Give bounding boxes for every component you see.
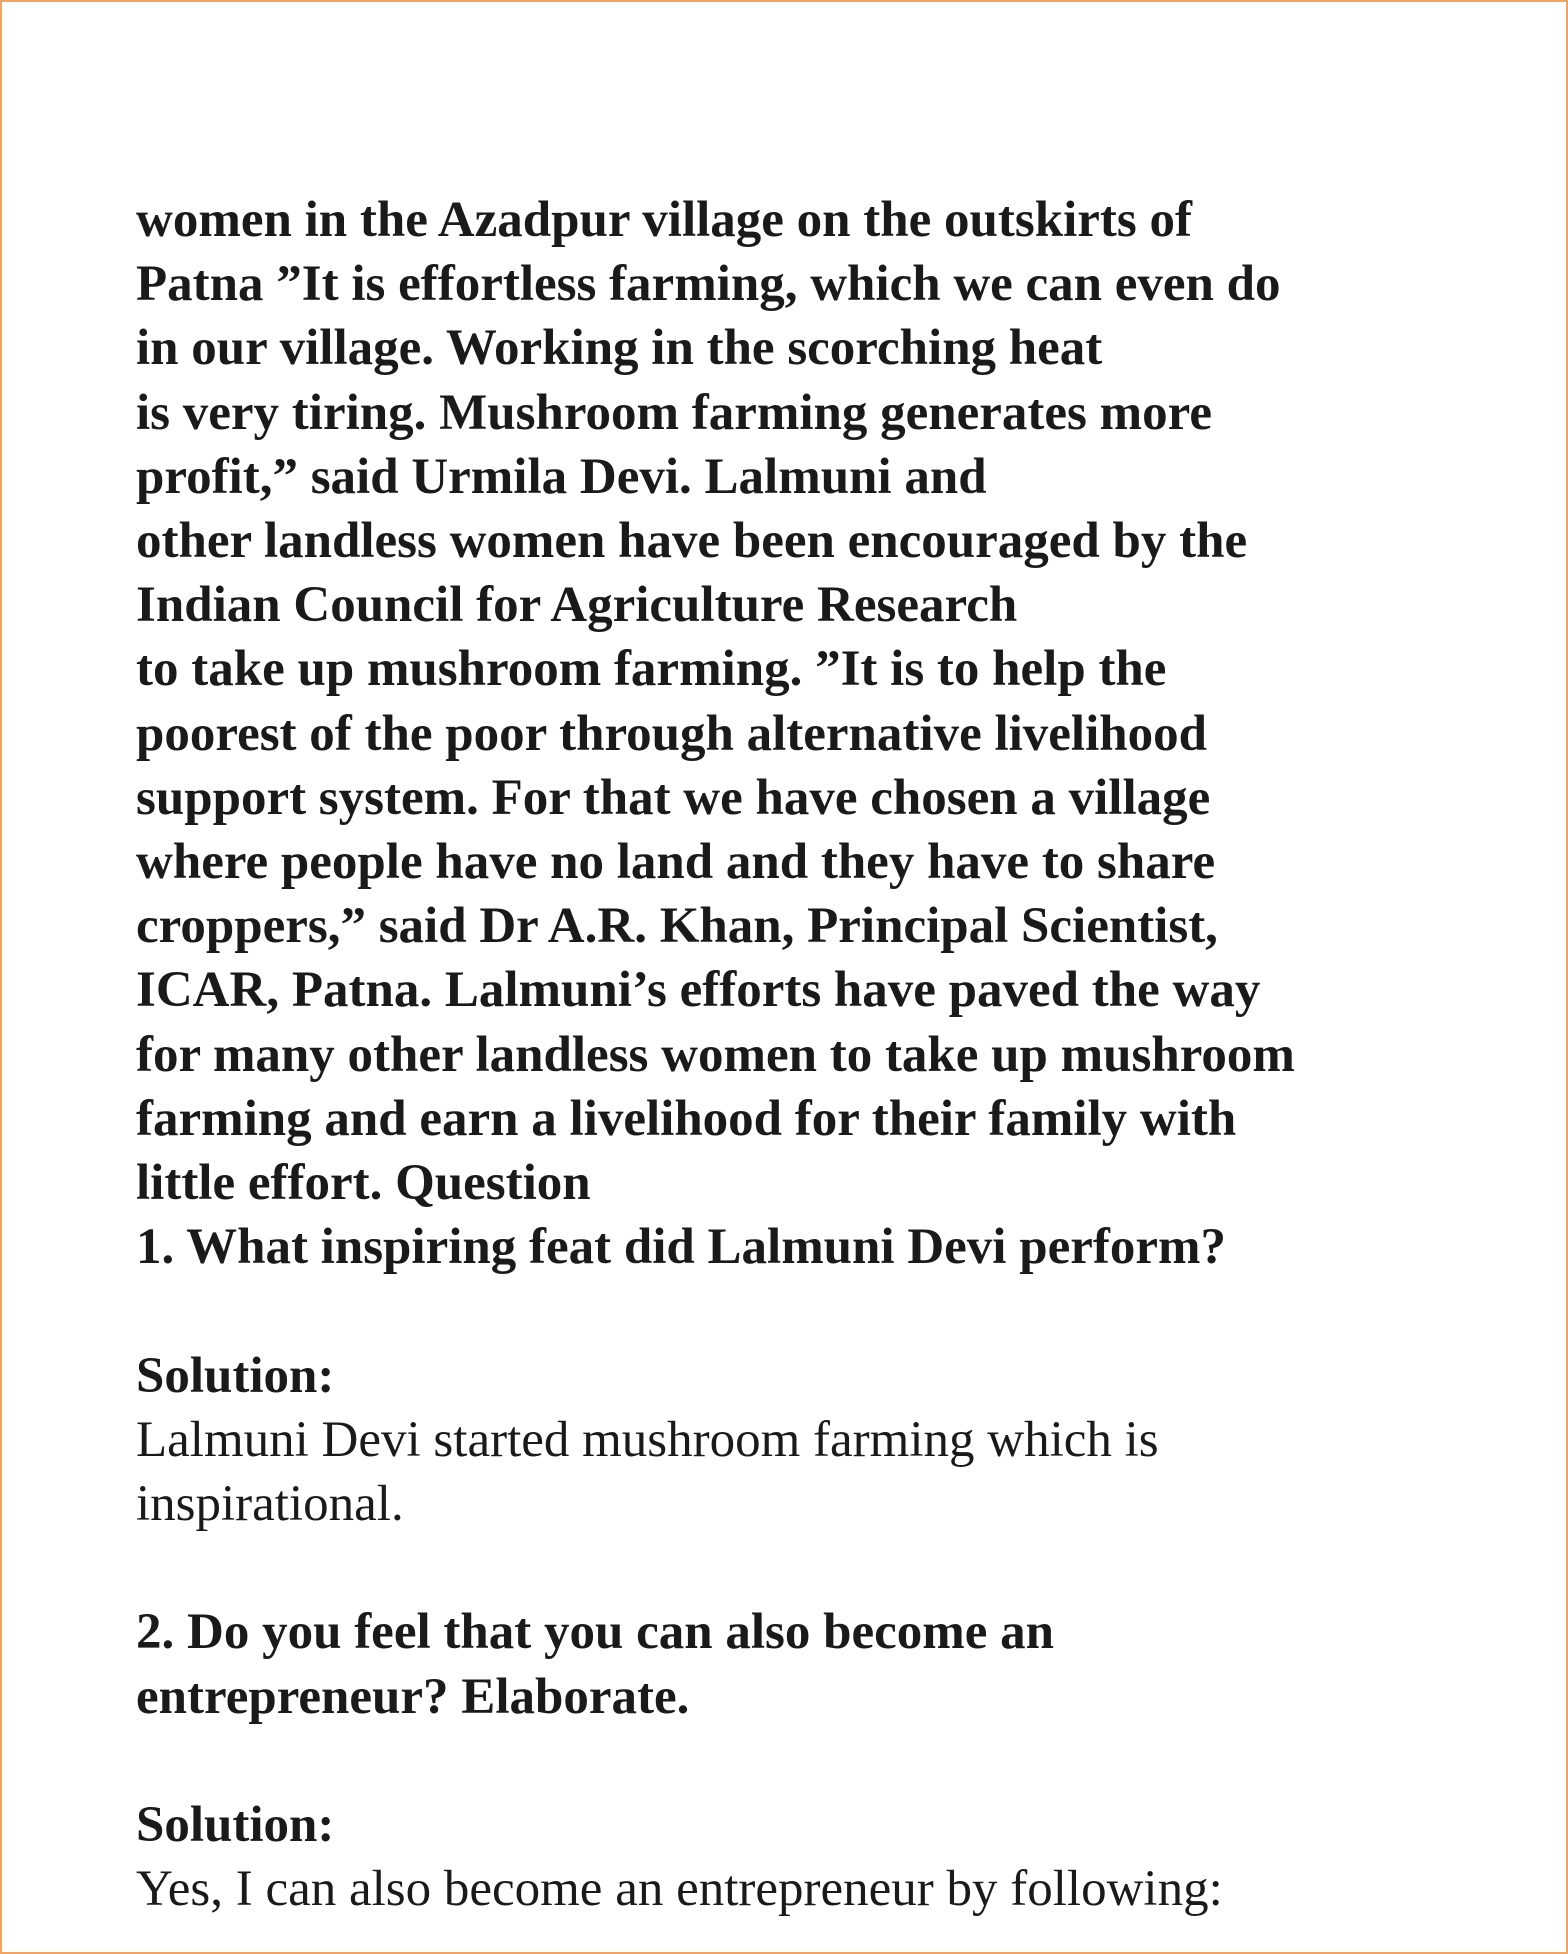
passage-line: little effort. Question (136, 1155, 591, 1212)
solution-2-label: Solution: (136, 1797, 335, 1854)
passage-line: croppers,” said Dr A.R. Khan, Principal Scientist, (136, 898, 1218, 955)
passage-line: Indian Council for Agriculture Research (136, 577, 1018, 634)
question-2-line: entrepreneur? Elaborate. (136, 1668, 690, 1725)
passage-line: other landless women have been encouraged by the (136, 513, 1248, 570)
solution-2-line: Yes, I can also become an entrepreneur by following: (136, 1861, 1223, 1918)
passage-line: where people have no land and they have to share (136, 834, 1216, 891)
passage-line: profit,” said Urmila Devi. Lalmuni and (136, 448, 987, 505)
passage-line: for many other landless women to take up mushroom (136, 1026, 1295, 1083)
document-body (136, 188, 1456, 1921)
passage-line: in our village. Working in the scorching heat (136, 320, 1103, 377)
passage-line: support system. For that we have chosen a village (136, 769, 1211, 826)
passage (136, 188, 1456, 1215)
spacer (136, 1536, 1456, 1600)
passage-line: is very tiring. Mushroom farming generates more (136, 384, 1212, 441)
solution-1-line: inspirational. (136, 1476, 404, 1533)
spacer (136, 1279, 1456, 1343)
passage-line: poorest of the poor through alternative livelihood (136, 705, 1207, 762)
solution-1-label: Solution: (136, 1347, 335, 1404)
passage-line: farming and earn a livelihood for their family with (136, 1090, 1237, 1147)
passage-line: women in the Azadpur village on the outskirts of (136, 192, 1192, 248)
question-2-line: 2. Do you feel that you can also become an (136, 1604, 1054, 1661)
question-2 (136, 1600, 1456, 1921)
question-1-text: 1. What inspiring feat did Lalmuni Devi perform? (136, 1219, 1226, 1276)
passage-line: ICAR, Patna. Lalmuni’s efforts have paved the way (136, 962, 1261, 1019)
spacer (136, 1729, 1456, 1793)
passage-line: to take up mushroom farming. ”It is to help the (136, 641, 1167, 698)
solution-1-line: Lalmuni Devi started mushroom farming which is (136, 1411, 1159, 1468)
passage-line: Patna ”It is effortless farming, which we can even do (136, 256, 1281, 313)
question-1 (136, 1215, 1456, 1536)
